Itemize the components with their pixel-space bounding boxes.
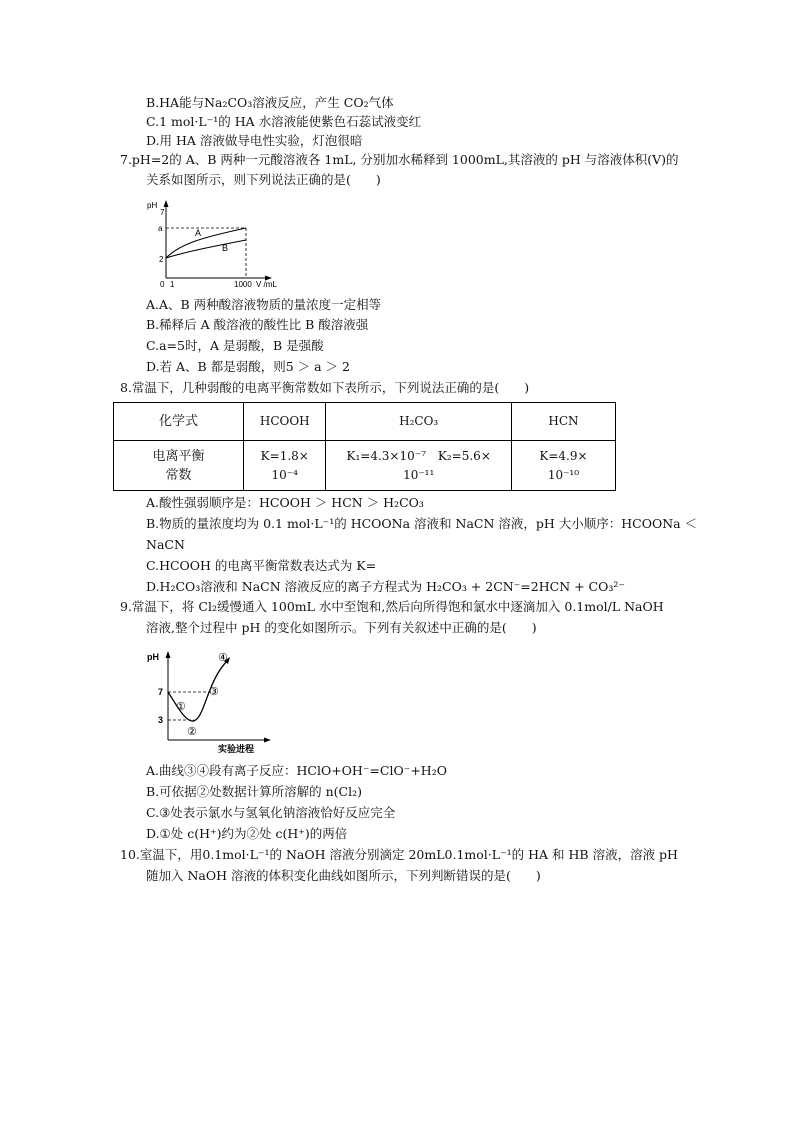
q7-option-c: C.a=5时，A 是弱酸，B 是强酸 [146, 338, 324, 353]
q9-stem-line2: 溶液,整个过程中 pH 的变化如图所示。下列有关叙述中正确的是( ) [146, 620, 537, 635]
q7-option-d: D.若 A、B 都是弱酸，则5 ＞ a ＞ 2 [146, 359, 350, 374]
q8-option-c: C.HCOOH 的电离平衡常数表达式为 K= [146, 558, 377, 573]
q8-option-b-line2: NaCN [146, 537, 185, 552]
q10-stem-line1: 10.室温下，用0.1mol·L⁻¹的 NaOH 溶液分别滴定 20mL0.1mol·L⁻¹的 HA 和 HB 溶液，溶液 pH [120, 847, 678, 862]
q9-y-tick-7: 7 [158, 687, 164, 697]
q7-stem-line2: 关系如图所示，则下列说法正确的是( ) [146, 172, 381, 187]
q7-curve-a-label: A [195, 228, 202, 238]
table-acid-hcn: HCN [511, 403, 615, 441]
q9-point-1: ① [176, 701, 186, 713]
k-hcn-line1: K=4.9× [539, 448, 588, 463]
q9-y-tick-3: 3 [158, 715, 164, 725]
q6-option-b: B.HA能与Na₂CO₃溶液反应，产生 CO₂气体 [146, 95, 394, 110]
table-acid-h2co3: H₂CO₃ [326, 403, 511, 441]
q9-y-axis-label: pH [147, 652, 159, 662]
q7-y-axis-label: pH [147, 201, 158, 210]
q6-option-d: D.用 HA 溶液做导电性实验，灯泡很暗 [146, 133, 363, 148]
q7-y-tick-7: 7 [160, 208, 165, 217]
q9-point-2: ② [187, 726, 197, 738]
q6-option-c: C.1 mol·L⁻¹的 HA 水溶液能使紫色石蕊试液变红 [146, 114, 422, 129]
table-row-label [114, 441, 244, 491]
q9-stem-line1: 9.常温下，将 Cl₂缓慢通入 100mL 水中至饱和,然后向所得饱和氯水中逐滴加入 0.1mol/L NaOH [120, 599, 664, 614]
table-cell-k-h2co3 [326, 441, 511, 491]
q8-option-d: D.H₂CO₃溶液和 NaCN 溶液反应的离子方程式为 H₂CO₃ + 2CN⁻=2HCN + CO₃²⁻ [146, 579, 625, 594]
q9-option-b: B.可依据②处数据计算所溶解的 n(Cl₂) [146, 784, 363, 799]
q7-ph-volume-figure [140, 196, 290, 290]
k-hcn-line2: 10⁻¹⁰ [547, 467, 580, 482]
q7-x-tick-1000: 1000 [234, 280, 252, 289]
q7-option-b: B.稀释后 A 酸溶液的酸性比 B 酸溶液强 [146, 317, 369, 332]
q7-y-tick-2: 2 [159, 255, 164, 264]
table-acid-hcooh: HCOOH [244, 403, 326, 441]
table-cell-k-hcooh [244, 441, 326, 491]
k-h2co3-line2: 10⁻¹¹ [403, 467, 435, 482]
table-cell-k-hcn [511, 441, 615, 491]
q7-y-tick-a: a [158, 224, 163, 233]
q9-x-axis-label: 实验进程 [218, 744, 255, 754]
k-h2co3-line1: K₁=4.3×10⁻⁷ K₂=5.6× [346, 448, 491, 463]
q9-point-4: ④ [218, 652, 228, 664]
q9-point-3: ③ [209, 686, 219, 698]
q9-option-d: D.①处 c(H⁺)约为②处 c(H⁺)的两倍 [146, 826, 348, 841]
q8-option-a: A.酸性强弱顺序是：HCOOH ＞ HCN ＞ H₂CO₃ [146, 495, 424, 510]
row-label-line2: 常数 [165, 467, 192, 483]
q7-curve-b-label: B [222, 243, 229, 253]
table-header-formula: 化学式 [114, 403, 244, 441]
q8-option-b-line1: B.物质的量浓度均为 0.1 mol·L⁻¹的 HCOONa 溶液和 NaCN 溶液，pH 大小顺序：HCOONa ＜ [146, 516, 698, 531]
k-hcooh-line1: K=1.8× [260, 448, 309, 463]
q8-ionization-constant-table [113, 402, 616, 491]
q9-option-a: A.曲线③④段有离子反应：HClO+OH⁻=ClO⁻+H₂O [146, 763, 447, 778]
q7-option-a: A.A、B 两种酸溶液物质的量浓度一定相等 [146, 297, 382, 312]
k-hcooh-line2: 10⁻⁴ [271, 467, 298, 482]
row-label-line1: 电离平衡 [152, 448, 205, 464]
q10-stem-line2: 随加入 NaOH 溶液的体积变化曲线如图所示，下列判断错误的是( ) [146, 868, 541, 883]
q7-x-axis-label: V /mL [256, 280, 277, 289]
q8-stem: 8.常温下，几种弱酸的电离平衡常数如下表所示，下列说法正确的是( ) [120, 380, 530, 395]
q7-stem-line1: 7.pH=2的 A、B 两种一元酸溶液各 1mL, 分别加水稀释到 1000mL,其溶液的 pH 与溶液体积(V)的 [120, 152, 679, 167]
q9-ph-process-figure [140, 644, 280, 756]
q7-x-tick-0: 0 [160, 280, 165, 289]
q9-option-c: C.③处表示氯水与氢氧化钠溶液恰好反应完全 [146, 805, 396, 820]
q7-x-tick-1: 1 [170, 280, 175, 289]
